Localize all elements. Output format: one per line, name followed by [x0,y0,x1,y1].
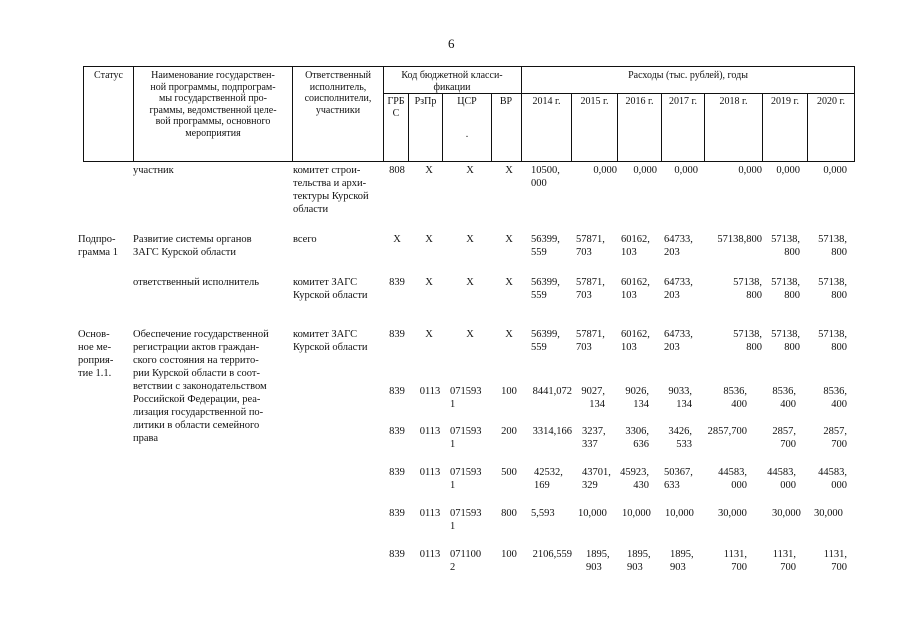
row-value: 64733, 203 [664,329,693,353]
row-value: 8536, 400 [772,386,796,410]
grid-line [383,93,854,94]
row-name: ответственный исполнитель [133,277,260,288]
row-value: 57138,800 [717,234,762,245]
header-year: 2019 г. [771,96,799,107]
row-value: 57138, 800 [818,234,847,258]
row-grbs: 839 [389,467,405,478]
row-value: 9026, 134 [625,386,649,410]
header-expenses: Расходы (тыс. рублей), годы [628,70,748,81]
row-value: 2106,559 [532,549,572,560]
row-status: Подпро- грамма 1 [78,234,118,258]
row-value: 57871, 703 [576,329,605,353]
row-value: 43701, 329 [582,467,611,491]
row-value: 3314,166 [532,426,572,437]
row-vr: X [505,234,513,245]
grid-line [292,67,293,161]
row-value: 56399, 559 [531,234,560,258]
row-vr: 800 [501,508,517,519]
header-vr: ВР [499,96,513,107]
row-rzpr: 0113 [419,549,441,560]
row-value: 1895, 903 [586,549,610,573]
row-value: 42532, 169 [534,467,563,491]
row-csr: 071593 1 [450,467,482,491]
grid-line [617,93,618,161]
row-rzpr: X [425,234,433,245]
row-value: 60162, 103 [621,234,650,258]
row-value: 10,000 [622,508,651,519]
row-value: 10,000 [665,508,694,519]
row-value: 60162, 103 [621,329,650,353]
row-value: 9027, 134 [581,386,605,410]
grid-line [571,93,572,161]
row-grbs: 808 [389,165,405,176]
row-value: 57871, 703 [576,234,605,258]
header-rzpr: РзПр [414,96,437,107]
header-year: 2015 г. [580,96,609,107]
grid-line [383,67,384,161]
header-year: 2018 г. [719,96,748,107]
row-value: 8441,072 [532,386,572,397]
row-vr: 200 [501,426,517,437]
row-value: 64733, 203 [664,234,693,258]
row-csr: 071593 1 [450,508,482,532]
row-csr: X [466,234,474,245]
row-value: 60162, 103 [621,277,650,301]
row-grbs: X [393,234,401,245]
row-value: 57138, 800 [771,277,800,301]
row-value: 1131, 700 [772,549,796,573]
row-value: 57138, 800 [771,234,800,258]
grid-line [442,93,443,161]
row-csr: X [466,329,474,340]
row-csr: 071100 2 [450,549,482,573]
row-executor: комитет ЗАГС Курской области [293,329,368,353]
row-value: 44583, 000 [818,467,847,491]
row-name: участник [133,165,174,176]
page-number: 6 [448,36,455,51]
row-value: 0,000 [593,165,617,176]
row-csr: 071593 1 [450,386,482,410]
row-csr: X [466,277,474,288]
row-grbs: 839 [389,508,405,519]
row-vr: X [505,277,513,288]
row-value: 57138, 800 [771,329,800,353]
row-value: 2857,700 [707,426,747,437]
header-year: 2014 г. [532,96,561,107]
row-value: 44583, 000 [767,467,796,491]
header-year: 2020 г. [817,96,845,107]
row-executor: комитет строи- тельства и архи- тектуры Курской области [293,165,369,215]
row-value: 45923, 430 [620,467,649,491]
row-csr: 071593 1 [450,426,482,450]
row-name: Развитие системы органов ЗАГС Курской области [133,234,252,258]
row-name: Обеспечение государственной регистрации актов граждан- ского состояния на террито- рии Курской области в соот- ветствии с законодательством Российской Федерации, реа- лизация государственной по- литики в области семейного права [133,329,269,444]
row-grbs: 839 [389,426,405,437]
row-rzpr: 0113 [419,386,441,397]
row-value: 56399, 559 [531,329,560,353]
row-rzpr: X [425,329,433,340]
row-value: 9033, 134 [668,386,692,410]
header-name: Наименование государствен- ной программы, подпрограм- мы государственной про- граммы, ведомственной целе- вой программы, основного мероприятия [149,70,277,139]
row-value: 10500, 000 [531,165,560,189]
row-value: 64733, 203 [664,277,693,301]
grid-line [408,93,409,161]
row-value: 3237, 337 [582,426,606,450]
header-status: Статус [94,70,123,81]
row-value: 0,000 [674,165,698,176]
row-value: 3426, 533 [668,426,692,450]
row-executor: всего [293,234,317,245]
row-rzpr: X [425,277,433,288]
row-grbs: 839 [389,549,405,560]
grid-line [521,67,522,161]
row-value: 0,000 [633,165,657,176]
row-rzpr: 0113 [419,508,441,519]
grid-line [133,67,134,161]
row-value: 1131, 700 [723,549,747,573]
row-rzpr: 0113 [419,467,441,478]
grid-line [704,93,705,161]
row-value: 30,000 [772,508,801,519]
grid-line [807,93,808,161]
row-value: 57871, 703 [576,277,605,301]
row-vr: X [505,165,513,176]
header-year: 2016 г. [625,96,654,107]
row-vr: 100 [501,386,517,397]
row-value: 3306, 636 [625,426,649,450]
row-value: 2857, 700 [823,426,847,450]
row-executor: комитет ЗАГС Курской области [293,277,368,301]
row-value: 57138, 800 [818,329,847,353]
header-year: 2017 г. [669,96,697,107]
row-rzpr: 0113 [419,426,441,437]
row-vr: 500 [501,467,517,478]
row-vr: X [505,329,513,340]
row-value: 30,000 [814,508,843,519]
header-budget-code: Код бюджетной класси- фикации [401,70,503,93]
row-rzpr: X [425,165,433,176]
grid-line [762,93,763,161]
row-grbs: 839 [389,277,405,288]
row-grbs: 839 [389,329,405,340]
row-csr: X [466,165,474,176]
row-value: 2857, 700 [772,426,796,450]
table-header [83,66,855,162]
grid-line [661,93,662,161]
row-value: 57138, 800 [733,277,762,301]
row-value: 0,000 [738,165,762,176]
row-value: 10,000 [578,508,607,519]
grid-line [491,93,492,161]
row-value: 1131, 700 [823,549,847,573]
row-value: 44583, 000 [718,467,747,491]
row-value: 1895, 903 [670,549,694,573]
row-value: 0,000 [776,165,800,176]
row-value: 57138, 800 [733,329,762,353]
row-value: 5,593 [531,508,555,519]
row-value: 1895, 903 [627,549,651,573]
header-csr: ЦСР [457,96,477,107]
row-status: Основ- ное ме- роприя- тие 1.1. [78,329,114,379]
row-value: 8536, 400 [723,386,747,410]
header-executor: Ответственный исполнитель, соисполнители, участники [304,70,372,116]
header-grbs: ГРБ С [387,96,405,119]
row-value: 50367, 633 [664,467,693,491]
row-grbs: 839 [389,386,405,397]
row-value: 57138, 800 [818,277,847,301]
row-vr: 100 [501,549,517,560]
header-csr-dot: . [465,129,469,140]
row-value: 30,000 [718,508,747,519]
row-value: 8536, 400 [823,386,847,410]
row-value: 0,000 [823,165,847,176]
row-value: 56399, 559 [531,277,560,301]
